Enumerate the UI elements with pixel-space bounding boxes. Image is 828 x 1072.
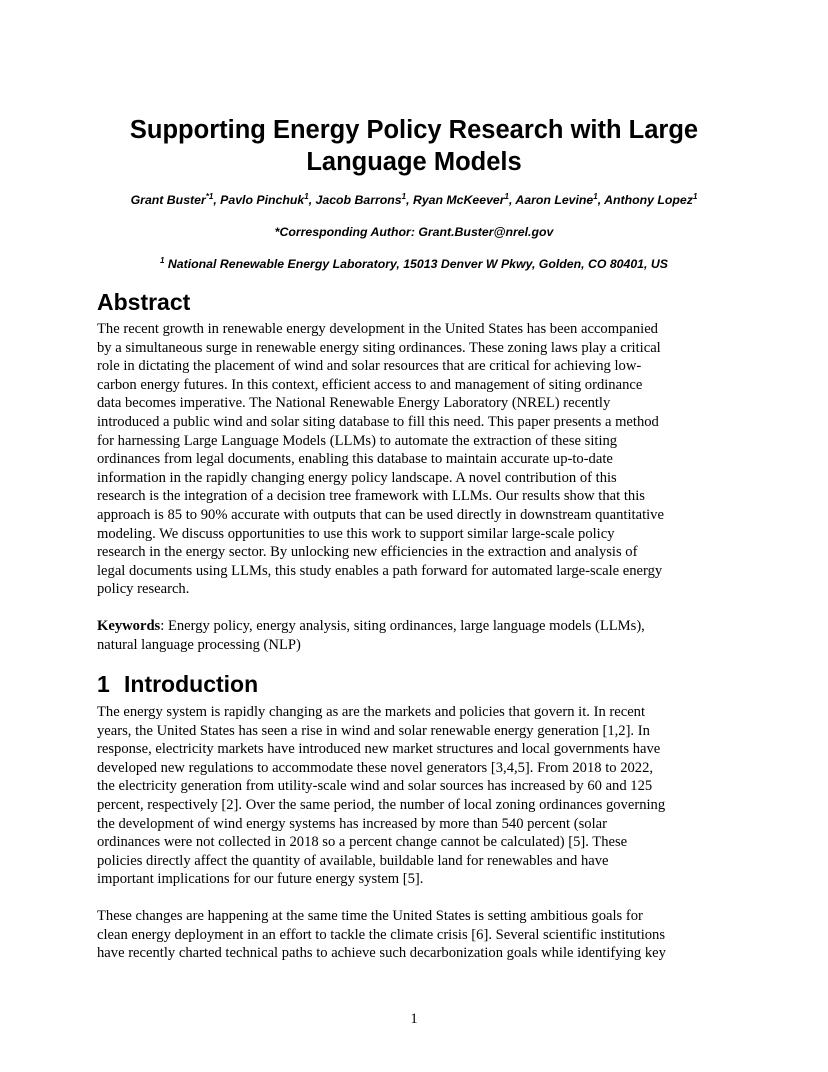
author-affiliation-mark: 1: [692, 191, 698, 201]
author-name: Ryan McKeever: [412, 193, 505, 207]
author-affiliation-mark: *1: [205, 191, 214, 201]
keywords-line: [97, 617, 737, 636]
author-affiliation-mark: 1: [304, 191, 309, 201]
abstract-line: role in dictating the placement of wind and solar resources that are critical for achieving low-: [97, 358, 642, 375]
affiliation-mark: 1: [160, 255, 165, 265]
abstract-body: [97, 320, 737, 599]
author-name: Grant Buster: [130, 193, 206, 207]
paragraph-line: the electricity generation from utility-scale wind and solar sources has increased by 60 and 125: [97, 778, 653, 795]
section-number: 1: [97, 671, 110, 697]
abstract-line: ordinances from legal documents, enabling this database to maintain accurate up-to-date: [97, 451, 613, 468]
paragraph-line: The energy system is rapidly changing as are the markets and policies that govern it. In recent: [97, 704, 646, 720]
paragraph-line: policies directly affect the quantity of available, buildable land for renewables and have: [97, 852, 609, 869]
abstract-line: for harnessing Large Language Models (LLMs) to automate the extraction of these siting: [97, 432, 618, 449]
abstract-line: The recent growth in renewable energy development in the United States has been accompanied: [97, 321, 658, 337]
author-list: Grant Buster$^{*1}$, Pavlo Pinchuk$^1$, Jacob Barrons$^1$, Ryan McKeever$^1$, Aaron Levine$^1$, Anthony Lopez$^1$: [130, 191, 698, 207]
abstract-line: research in the energy sector. By unlocking new efficiencies in the extraction and analysis of: [97, 544, 638, 561]
page-number: 1: [410, 1011, 418, 1027]
paragraph-line: clean energy deployment in an effort to tackle the climate crisis [6]. Several scientific institutions: [97, 926, 666, 943]
keywords-label: Keywords: [97, 618, 161, 634]
author-name: Pavlo Pinchuk: [220, 193, 305, 207]
affiliation-text: National Renewable Energy Laboratory, 15013 Denver W Pkwy, Golden, CO 80401, US: [167, 257, 668, 271]
abstract-line: carbon energy futures. In this context, efficient access to and management of siting ordinance: [97, 376, 643, 393]
paragraph-line: have recently charted technical paths to achieve such decarbonization goals while identifying key: [97, 945, 666, 962]
paper-title-line-2: Language Models: [306, 148, 522, 176]
paragraph-line: developed new regulations to accommodate these novel generators [3,4,5]. From 2018 to 2022,: [97, 759, 654, 776]
author-affiliation-mark: 1: [401, 191, 407, 201]
paragraph-line: These changes are happening at the same time the United States is setting ambitious goals for: [97, 908, 643, 924]
abstract-line: policy research.: [97, 581, 190, 598]
author-affiliation-mark: 1: [504, 191, 509, 201]
abstract-line: information in the rapidly changing energy policy landscape. A novel contribution of this: [97, 469, 617, 486]
introduction-heading: [97, 670, 258, 698]
paragraph-line: the development of wind energy systems has increased by more than 540 percent (solar: [97, 815, 607, 832]
abstract-line: data becomes imperative. The National Renewable Energy Laboratory (NREL) recently: [97, 395, 611, 412]
paragraph-line: ordinances were not collected in 2018 so a percent change cannot be calculated) [5]. These: [97, 834, 628, 851]
abstract-line: introduced a public wind and solar siting database to fill this need. This paper presents a method: [97, 413, 659, 430]
paragraph-line: important implications for our future energy system [5].: [97, 871, 424, 888]
keywords-line: natural language processing (NLP): [97, 636, 301, 653]
section-title: Introduction: [124, 671, 259, 697]
abstract-line: by a simultaneous surge in renewable energy siting ordinances. These zoning laws play a critical: [97, 339, 661, 356]
introduction-paragraph-2: [97, 907, 737, 963]
author-name: Anthony Lopez: [604, 193, 693, 207]
keywords: [97, 617, 737, 654]
abstract-line: approach is 85 to 90% accurate with outputs that can be used directly in downstream quantitative: [97, 506, 664, 523]
abstract-line: research is the integration of a decision tree framework with LLMs. Our results show that this: [97, 488, 645, 505]
introduction-paragraph-1: [97, 703, 737, 889]
author-affiliation-mark: 1: [593, 191, 598, 201]
author-name: Jacob Barrons: [315, 193, 402, 207]
abstract-line: modeling. We discuss opportunities to use this work to support similar large-scale policy: [97, 525, 615, 542]
corresponding-author: *Corresponding Author: Grant.Buster@nrel.gov: [274, 225, 554, 239]
affiliation: [40, 256, 788, 272]
abstract-line: legal documents using LLMs, this study enables a path forward for automated large-scale energy: [97, 562, 663, 579]
paragraph-line: percent, respectively [2]. Over the same period, the number of local zoning ordinances governing: [97, 796, 666, 813]
paragraph-line: years, the United States has seen a rise in wind and solar renewable energy generation [1,2]. In: [97, 722, 650, 739]
abstract-heading: Abstract: [97, 289, 191, 315]
paper-title-line-1: Supporting Energy Policy Research with Large: [129, 116, 699, 144]
paragraph-line: response, electricity markets have introduced new market structures and local governments have: [97, 741, 661, 758]
paper-title: [60, 114, 768, 178]
author-name: Aaron Levine: [515, 193, 594, 207]
keywords-text: : Energy policy, energy analysis, siting ordinances, large language models (LLMs),: [160, 618, 645, 634]
